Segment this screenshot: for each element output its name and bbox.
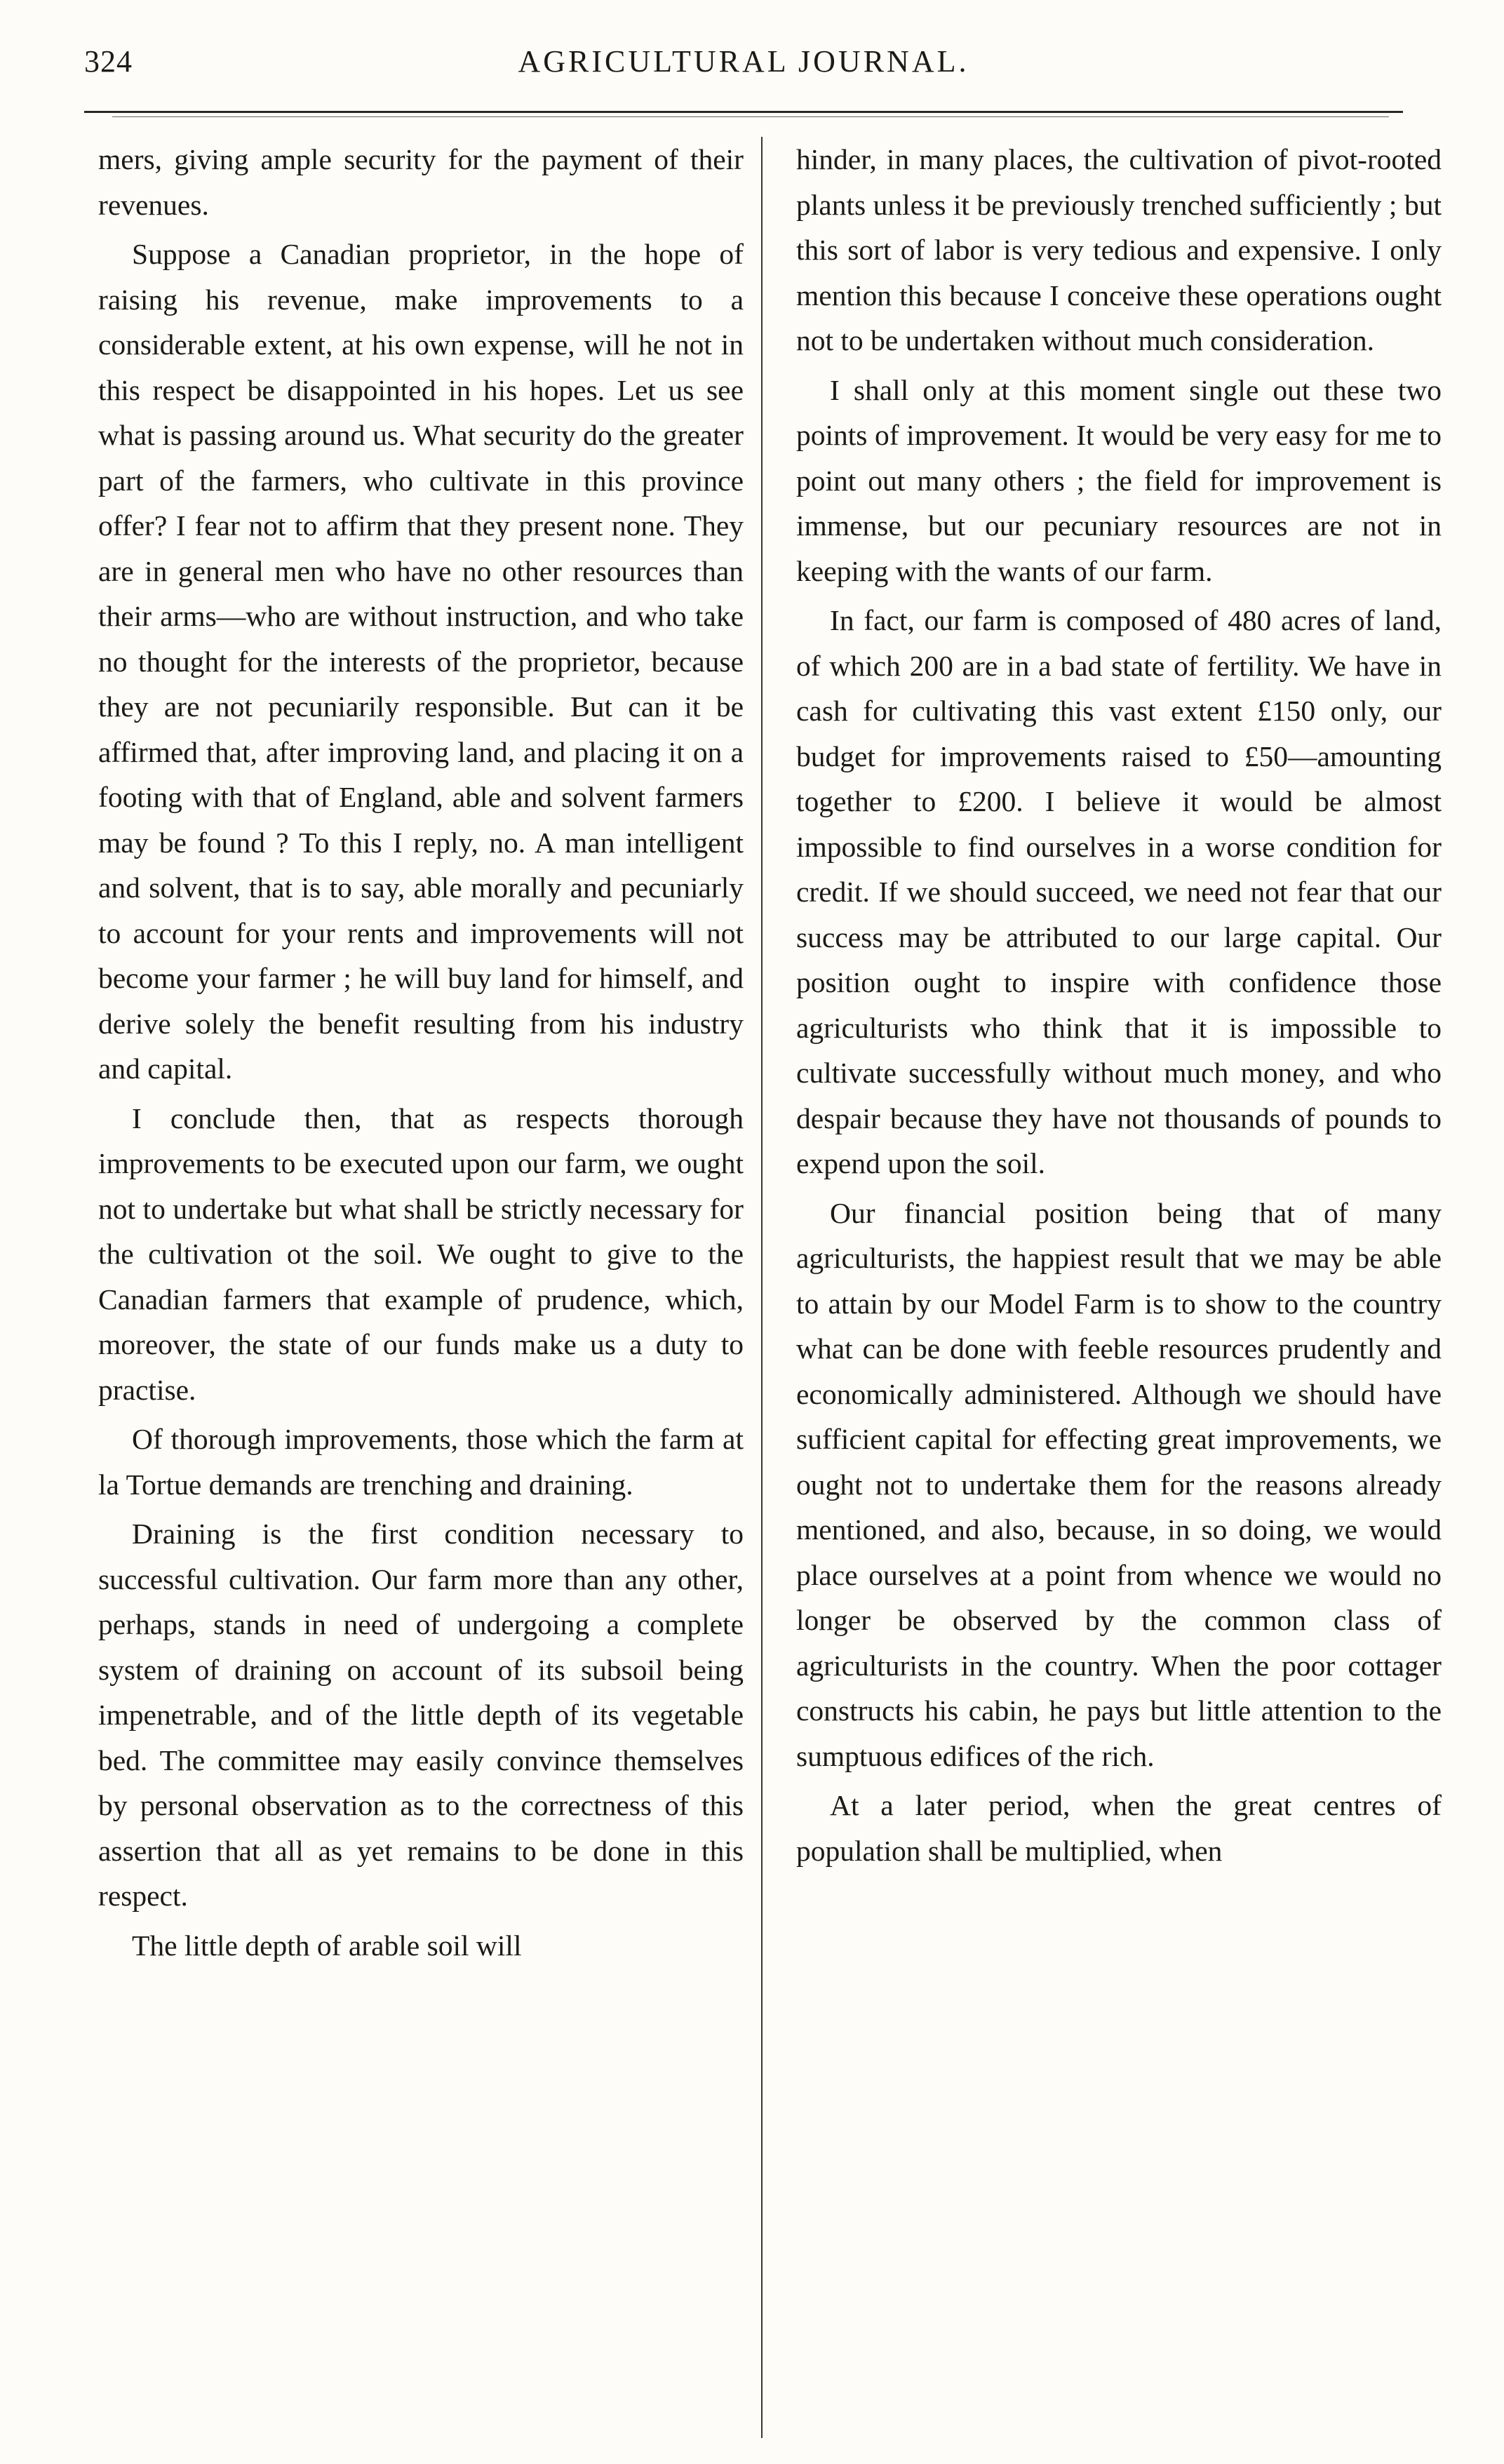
paragraph: Of thorough improvements, those which the farm at la Tortue demands are trenching and draining. bbox=[98, 1423, 744, 1501]
paragraph: The little depth of arable soil will bbox=[132, 1929, 522, 1962]
paragraph: Draining is the first condition necessary to successful cultivation. Our farm more than any other, perhaps, stands in need of undergoing a complete system of draining on account of its subsoil being impenetrable, and of the little depth of its vegetable bed. The committee may easily convince themselves by personal observation as to the correctness of this assertion that all as yet remains to be done in this respect. bbox=[98, 1518, 744, 1912]
paragraph: I shall only at this moment single out these two points of improvement. It would be very easy for me to point out many others ; the field for improvement is immense, but our pecuniary resources are not in keeping with the wants of our farm. bbox=[796, 373, 1442, 587]
paragraph: hinder, in many places, the cultivation of pivot-rooted plants unless it be previously trenched sufficiently ; but this sort of labor is very tedious and expensive. I only mention this because I conceive these operations ought not to be undertaken without much consideration. bbox=[796, 143, 1442, 356]
left-column bbox=[98, 137, 744, 1972]
page-header bbox=[84, 43, 1403, 93]
header-rule bbox=[84, 111, 1403, 113]
right-column bbox=[796, 137, 1442, 1877]
column-divider bbox=[761, 137, 763, 2438]
paragraph: mers, giving ample security for the payment of their revenues. bbox=[98, 143, 744, 221]
running-title: AGRICULTURAL JOURNAL. bbox=[518, 44, 969, 79]
header-rule-thin bbox=[112, 116, 1389, 117]
paragraph: Our financial position being that of many agriculturists, the happiest result that we may be able to attain by our Model Farm is to show to the country what can be done with feeble resources prudently and economically administered. Although we should have sufficient capital for effecting great improvements, we ought not to undertake them for the reasons already mentioned, and also, because, in so doing, we would place ourselves at a point from whence we would no longer be observed by the common class of agriculturists in the country. When the poor cottager constructs his cabin, he pays but little attention to the sumptuous edifices of the rich. bbox=[796, 1196, 1442, 1772]
paragraph: Suppose a Canadian proprietor, in the hope of raising his revenue, make improvements to a considerable extent, at his own expense, will he not in this respect be disappointed in his hopes. Let us see what is passing around us. What security do the greater part of the farmers, who cultivate in this province offer? I fear not to affirm that they present none. They are in general men who have no other resources than their arms—who are without instruction, and who take no thought for the interests of the proprietor, because they are not pecuniarily responsible. But can it be affirmed that, after improving land, and placing it on a footing with that of England, able and solvent farmers may be found ? To this I reply, no. A man intelligent and solvent, that is to say, able morally and pecuniarly to account for your rents and improvements will not become your farmer ; he will buy land for himself, and derive solely the benefit resulting from his industry and capital. bbox=[98, 238, 744, 1085]
paragraph: At a later period, when the great centres of population shall be multiplied, when bbox=[796, 1789, 1442, 1867]
paragraph: In fact, our farm is composed of 480 acres of land, of which 200 are in a bad state of fertility. We have in cash for cultivating this vast extent £150 only, our budget for improvements raised to £50—amounting together to £200. I believe it would be almost impossible to find ourselves in a worse condition for credit. If we should succeed, we need not fear that our success may be attributed to our large capital. Our position ought to inspire with confidence those agriculturists who think that it is impossible to cultivate successfully without much money, and who despair because they have not thousands of pounds to expend upon the soil. bbox=[796, 604, 1442, 1179]
page-number: 324 bbox=[84, 44, 133, 79]
paragraph: I conclude then, that as respects thorough improvements to be executed upon our farm, we ought not to undertake but what shall be strictly necessary for the cultivation ot the soil. We ought to give to the Canadian farmers that example of prudence, which, moreover, the state of our funds make us a duty to practise. bbox=[98, 1102, 744, 1406]
